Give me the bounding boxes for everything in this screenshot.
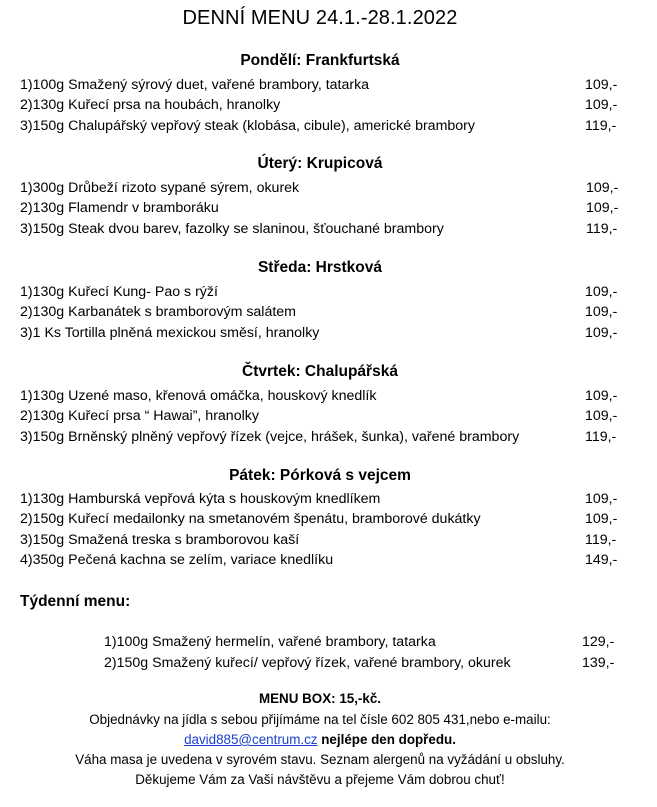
menu-item-price: 149,- xyxy=(585,552,618,568)
weekly-item-price: 139,- xyxy=(582,655,615,671)
weekly-item-price: 129,- xyxy=(582,634,615,650)
menu-item-price: 109,- xyxy=(586,180,619,196)
menu-item: 1)130g Kuřecí Kung- Pao s rýží xyxy=(20,284,218,300)
menu-item: 2)130g Kuřecí prsa “ Hawai”, hranolky xyxy=(20,408,259,424)
menu-item: 3)150g Chalupářský vepřový steak (klobása, cibule), americké brambory xyxy=(20,118,475,134)
menu-item: 1)130g Uzené maso, křenová omáčka, houskový knedlík xyxy=(20,388,377,404)
menu-item: 1)100g Smažený sýrový duet, vařené brambory, tatarka xyxy=(20,77,370,93)
day-heading-monday: Pondělí: Frankfurtská xyxy=(240,52,400,69)
menu-item: 2)130g Kuřecí prsa na houbách, hranolky xyxy=(20,97,281,113)
menu-item: 2)150g Kuřecí medailonky na smetanovém špenátu, bramborové dukátky xyxy=(20,511,481,527)
menu-item-price: 109,- xyxy=(585,97,618,113)
menu-item: 4)350g Pečená kachna se zelím, variace knedlíku xyxy=(20,552,334,568)
menu-item: 1)300g Drůbeží rizoto sypané sýrem, okurek xyxy=(20,180,300,196)
menu-item-price: 109,- xyxy=(585,388,618,404)
menu-item-price: 109,- xyxy=(586,200,619,216)
weight-note: Váha masa je uvedena v syrovém stavu. Seznam alergenů na vyžádání u obsluhy. xyxy=(75,752,565,767)
menu-item-price: 119,- xyxy=(585,118,617,134)
weekly-item: 2)150g Smažený kuřecí/ vepřový řízek, vařené brambory, okurek xyxy=(104,655,511,671)
day-heading-wednesday: Středa: Hrstková xyxy=(257,259,383,276)
best-note: nejlépe den dopředu. xyxy=(321,732,456,747)
menu-title: DENNÍ MENU 24.1.-28.1.2022 xyxy=(182,7,458,29)
menu-item-price: 109,- xyxy=(585,511,618,527)
menu-item-price: 109,- xyxy=(585,77,618,93)
menu-item-price: 109,- xyxy=(585,491,618,507)
menu-item-price: 109,- xyxy=(585,325,618,341)
email-link[interactable]: david885@centrum.cz xyxy=(184,732,318,747)
weekly-item: 1)100g Smažený hermelín, vařené brambory, tatarka xyxy=(104,634,436,650)
email-line xyxy=(0,732,640,747)
menu-item-price: 119,- xyxy=(585,532,617,548)
menu-box-note: MENU BOX: 15,-kč. xyxy=(258,691,382,706)
day-heading-friday: Pátek: Pórková s vejcem xyxy=(229,467,411,484)
menu-item-price: 119,- xyxy=(585,429,617,445)
weekly-menu-heading: Týdenní menu: xyxy=(20,593,131,610)
orders-note: Objednávky na jídla s sebou přijímáme na tel čísle 602 805 431,nebo e-mailu: xyxy=(89,712,551,727)
thanks-note: Děkujeme Vám za Vaši návštěvu a přejeme Vám dobrou chuť! xyxy=(135,772,505,787)
menu-item: 1)130g Hamburská vepřová kýta s houskovým knedlíkem xyxy=(20,491,381,507)
day-heading-thursday: Čtvrtek: Chalupářská xyxy=(242,363,398,380)
menu-item: 3)150g Steak dvou barev, fazolky se slaninou, šťouchané brambory xyxy=(20,221,444,237)
menu-item: 2)130g Flamendr v bramboráku xyxy=(20,200,219,216)
day-heading-tuesday: Úterý: Krupicová xyxy=(257,155,383,172)
menu-item: 3)1 Ks Tortilla plněná mexickou směsí, hranolky xyxy=(20,325,320,341)
menu-item-price: 119,- xyxy=(586,221,618,237)
menu-item-price: 109,- xyxy=(585,284,618,300)
menu-item-price: 109,- xyxy=(585,408,618,424)
menu-item: 2)130g Karbanátek s bramborovým salátem xyxy=(20,304,297,320)
menu-item-price: 109,- xyxy=(585,304,618,320)
menu-item: 3)150g Brněnský plněný vepřový řízek (vejce, hrášek, šunka), vařené brambory xyxy=(20,429,520,445)
menu-item: 3)150g Smažená treska s bramborovou kaší xyxy=(20,532,300,548)
